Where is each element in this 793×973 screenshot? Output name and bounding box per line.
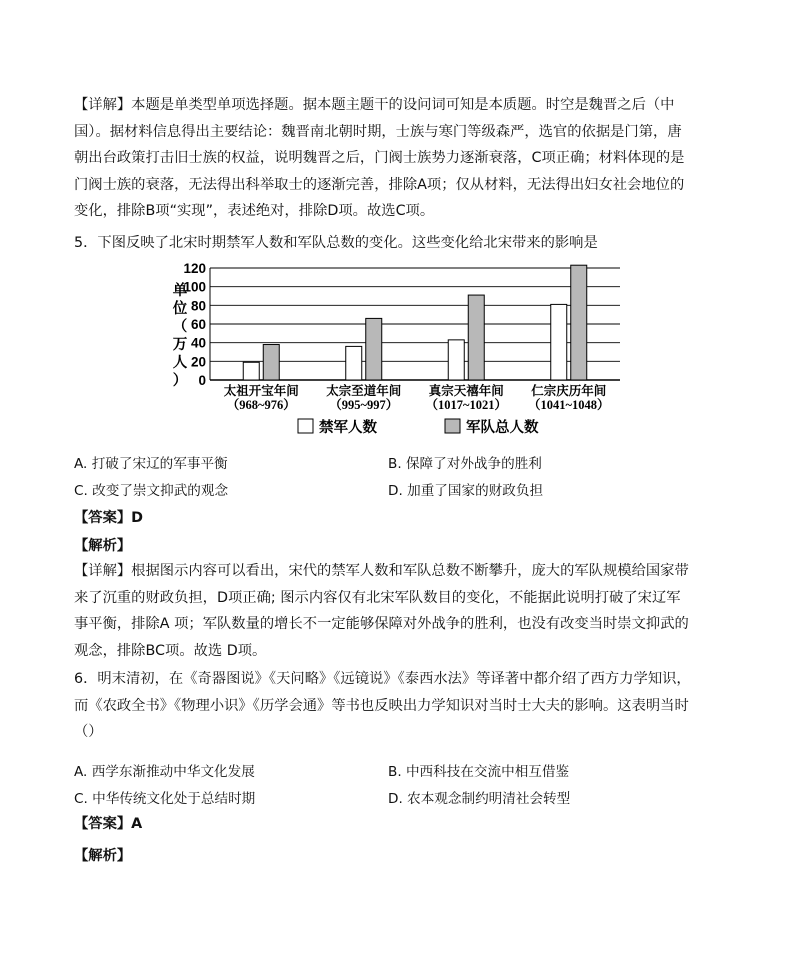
bar-2-1 <box>263 345 279 380</box>
q6-option-b[interactable]: B. 中西科技在交流中相互借鉴 <box>388 764 570 780</box>
q6-stem: 6．明末清初，在《奇器图说》《天问略》《远镜说》《泰西水法》等译著中都介绍了西方力学知识，而《农政全书》《物理小识》《历学会通》等书也反映出力学知识对当时士大夫的影响。这表明当时（） <box>74 671 691 740</box>
x-category-3: 真宗天禧年间 <box>428 383 504 398</box>
q4-detail: 【详解】本题是单类型单项选择题。据本题主题干的设问词可知是本质题。时空是魏晋之后（中国）。据材料信息得出主要结论：魏晋南北朝时期，士族与寒门等级森严，选官的依据是门第，唐朝出台政策打击旧士族的权益，说明魏晋之后，门阀士族势力逐渐衰落，C项正确；材料体现的是门阀士族的衰落，无法得出科举取士的逐渐完善，排除A项；仅从材料，无法得出妇女社会地位的变化，排除B项“实现”，表述绝对，排除D项。故选C项。 <box>74 97 685 219</box>
x-category-4: 仁宗庆历年间 <box>531 383 607 398</box>
y-tick-40: 40 <box>190 335 206 351</box>
bar-1-3 <box>448 340 464 380</box>
q6-option-d[interactable]: D. 农本观念制约明清社会转型 <box>388 791 571 807</box>
bar-1-1 <box>243 362 259 380</box>
legend-swatch-1 <box>298 419 313 433</box>
q6-option-a[interactable]: A. 西学东渐推动中华文化发展 <box>74 764 255 780</box>
x-category-1: 太祖开宝年间 <box>223 383 299 398</box>
chart-legend <box>298 418 539 436</box>
bar-2-2 <box>366 318 382 380</box>
x-range-1: （968~976） <box>226 398 296 412</box>
y-tick-20: 20 <box>190 354 206 370</box>
q5-stem: 5．下图反映了北宋时期禁军人数和军队总数的变化。这些变化给北宋带来的影响是 <box>74 235 598 251</box>
bar-1-4 <box>551 304 567 380</box>
bar-2-3 <box>468 295 484 380</box>
bar-1-2 <box>346 346 362 380</box>
q5-analysis-heading: 【解析】 <box>74 538 132 554</box>
q5-detail: 【详解】根据图示内容可以看出，宋代的禁军人数和军队总数不断攀升，庞大的军队规模给国家带来了沉重的财政负担，D项正确; 图示内容仅有北宋军队数目的变化，不能据此说明打破了宋辽军事平衡，排除A 项；军队数量的增长不一定能够保障对外战争的胜利，也没有改变当时崇文抑武的观念，排除BC项。故选 D项。 <box>74 563 689 659</box>
x-range-4: （1041~1048） <box>527 398 610 412</box>
q5-option-a[interactable]: A. 打破了宋辽的军事平衡 <box>74 456 228 472</box>
q5-answer: 【答案】D <box>74 510 144 526</box>
bar-2-4 <box>571 265 587 380</box>
q5-option-d[interactable]: D. 加重了国家的财政负担 <box>388 483 544 499</box>
q6-option-c[interactable]: C. 中华传统文化处于总结时期 <box>74 791 256 807</box>
legend-label-2: 军队总人数 <box>466 420 539 436</box>
q6-analysis-heading: 【解析】 <box>74 848 132 864</box>
y-tick-60: 60 <box>190 317 206 332</box>
q5-option-c[interactable]: C. 改变了崇文抑武的观念 <box>74 483 229 499</box>
y-axis-label: 单位（万人） <box>172 283 188 389</box>
legend-swatch-2 <box>445 419 460 433</box>
y-tick-100: 100 <box>183 279 206 295</box>
x-category-2: 太宗至道年间 <box>326 383 402 398</box>
q6-answer: 【答案】A <box>74 816 143 832</box>
bar-chart <box>160 252 630 442</box>
x-range-3: （1017~1021） <box>425 398 508 412</box>
x-range-2: （995~997） <box>329 398 399 412</box>
legend-label-1: 禁军人数 <box>319 420 377 436</box>
y-tick-80: 80 <box>190 298 206 314</box>
chart-bars <box>243 265 587 380</box>
q5-option-b[interactable]: B. 保障了对外战争的胜利 <box>388 456 542 472</box>
y-tick-0: 0 <box>198 373 206 388</box>
x-category-labels <box>224 383 610 412</box>
y-tick-120: 120 <box>183 261 206 276</box>
